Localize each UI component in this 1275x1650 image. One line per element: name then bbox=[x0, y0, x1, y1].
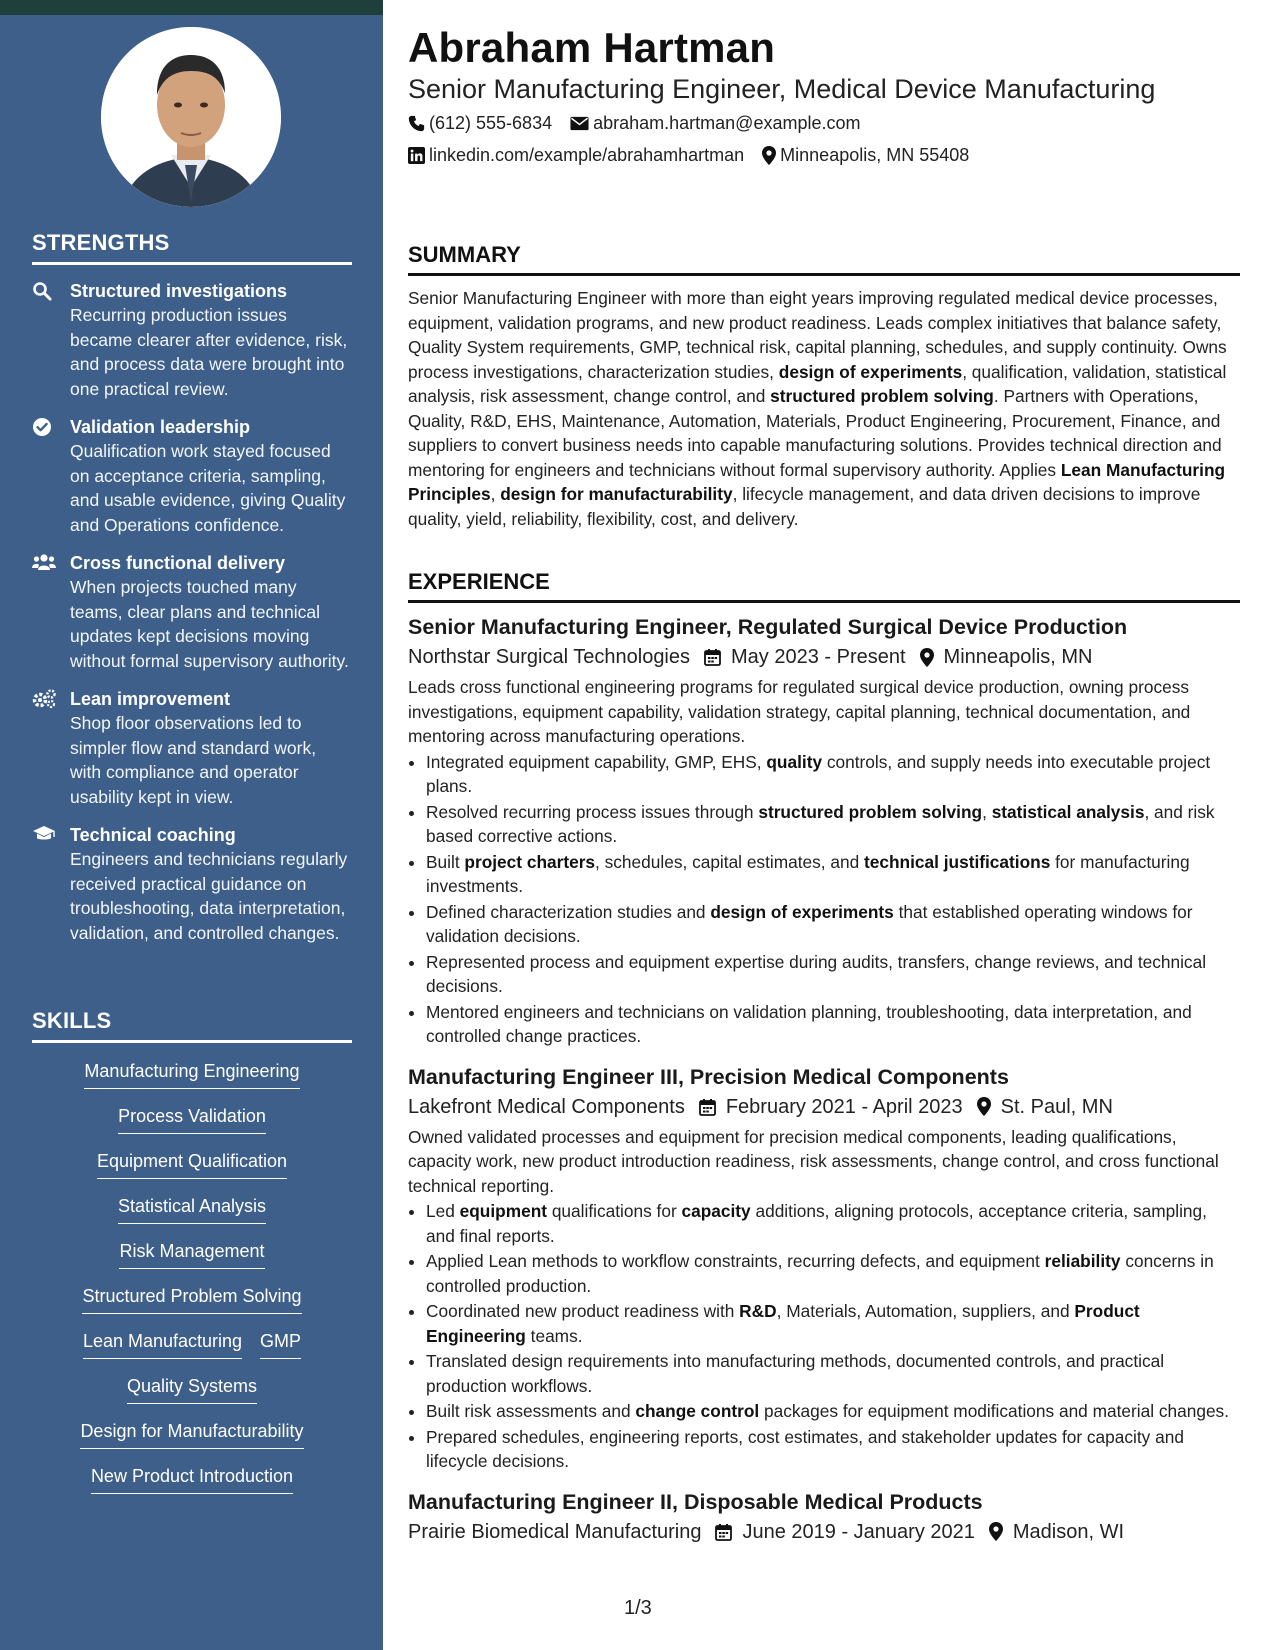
text-span: concerns in controlled production. bbox=[426, 1251, 1214, 1296]
text-span: for manufacturing investments. bbox=[426, 851, 1190, 896]
sidebar-top-bar bbox=[0, 0, 383, 15]
text-span: Led bbox=[426, 1201, 460, 1221]
graduation-cap-icon bbox=[32, 823, 70, 945]
bold-text: design of experiments bbox=[778, 361, 963, 382]
job-bullet bbox=[426, 1425, 1240, 1474]
job-bullet bbox=[426, 950, 1240, 999]
job-bullet bbox=[426, 1399, 1240, 1424]
experience-heading: EXPERIENCE bbox=[408, 569, 1240, 603]
job-location: Minneapolis, MN bbox=[943, 646, 1093, 668]
strength-item bbox=[32, 823, 352, 945]
text-span: qualifications for bbox=[547, 1201, 682, 1221]
map-pin-icon bbox=[989, 1522, 1003, 1541]
job-bullet bbox=[426, 900, 1240, 949]
phone-contact[interactable] bbox=[408, 113, 552, 134]
text-span: controls, and supply needs into executable project plans. bbox=[426, 751, 1211, 796]
skill-row bbox=[119, 1239, 264, 1284]
skill-tag: Statistical Analysis bbox=[118, 1194, 266, 1224]
strength-title: Lean improvement bbox=[70, 689, 231, 709]
bold-text: structured problem solving bbox=[758, 801, 983, 822]
job-company: Lakefront Medical Components bbox=[408, 1095, 685, 1118]
phone-icon bbox=[408, 115, 425, 132]
skills-section bbox=[32, 1008, 352, 1509]
job-entry bbox=[408, 1488, 1240, 1548]
text-span: , lifecycle management, and data driven decisions to improve quality, yield, reliability, flexibility, cost, and delivery. bbox=[408, 484, 1201, 529]
job-title: Manufacturing Engineer III, Precision Medical Components bbox=[408, 1064, 1009, 1089]
strength-item bbox=[32, 415, 352, 537]
text-span: packages for equipment modifications and material changes. bbox=[759, 1401, 1229, 1421]
strength-desc: Engineers and technicians regularly received practical guidance on troubleshooting, data interpretation, validation, and controlled changes. bbox=[70, 849, 348, 943]
skill-tag: Risk Management bbox=[119, 1239, 264, 1269]
bold-text: Lean Manufacturing Principles bbox=[408, 459, 1226, 504]
text-span: that established operating windows for validation decisions. bbox=[426, 901, 1193, 946]
strength-title: Structured investigations bbox=[70, 281, 288, 301]
strength-item bbox=[32, 551, 352, 673]
bold-text: structured problem solving bbox=[770, 386, 994, 406]
check-circle-icon bbox=[32, 415, 70, 537]
candidate-name: Abraham Hartman bbox=[408, 24, 776, 71]
bold-text: design for manufacturability bbox=[500, 484, 733, 504]
skills-list bbox=[32, 1059, 352, 1509]
skill-tag: Quality Systems bbox=[127, 1374, 257, 1404]
job-meta bbox=[408, 1516, 1240, 1548]
text-span: Prepared schedules, engineering reports, cost estimates, and stakeholder updates for capacity and lifecycle decisions. bbox=[426, 1426, 1184, 1471]
strengths-section bbox=[32, 230, 352, 959]
bold-text: statistical analysis bbox=[991, 801, 1145, 822]
contact-row bbox=[408, 113, 878, 134]
text-span: Built risk assessments and bbox=[426, 1401, 636, 1421]
text-span: Defined characterization studies and bbox=[426, 901, 711, 922]
page-indicator: 1/3 bbox=[624, 1597, 652, 1619]
strength-desc: Recurring production issues became clearer after evidence, risk, and process data were brought into one practical review. bbox=[70, 305, 348, 399]
strength-item bbox=[32, 279, 352, 401]
job-title: Senior Manufacturing Engineer, Regulated Surgical Device Production bbox=[408, 615, 1128, 639]
linkedin-contact[interactable] bbox=[408, 145, 744, 166]
skills-heading: SKILLS bbox=[32, 1008, 352, 1043]
skill-tag: GMP bbox=[260, 1329, 301, 1359]
summary-text bbox=[408, 286, 1240, 531]
text-span: Resolved recurring process issues through bbox=[426, 801, 759, 822]
email-text: abraham.hartman@example.com bbox=[593, 113, 861, 133]
job-meta bbox=[408, 1091, 1240, 1123]
text-span: , bbox=[982, 801, 992, 822]
job-bullet bbox=[426, 1000, 1240, 1049]
experience-section bbox=[408, 569, 1240, 1562]
bold-text: technical justifications bbox=[864, 851, 1051, 872]
skill-tag: Design for Manufacturability bbox=[80, 1419, 303, 1449]
strength-item bbox=[32, 687, 352, 809]
skill-row bbox=[91, 1464, 293, 1509]
job-entry bbox=[408, 1063, 1240, 1474]
jobs-list bbox=[408, 613, 1240, 1548]
strength-desc: Shop floor observations led to simpler flow and standard work, with compliance and operator usability kept in view. bbox=[70, 713, 317, 807]
job-entry bbox=[408, 613, 1240, 1049]
calendar-icon bbox=[699, 1098, 716, 1116]
strength-desc: Qualification work stayed focused on acceptance criteria, sampling, and usable evidence, giving Quality and Operations confidence. bbox=[70, 441, 346, 535]
text-span: Represented process and equipment expertise during audits, transfers, change reviews, and technical decisions. bbox=[426, 951, 1207, 996]
skill-row bbox=[80, 1419, 303, 1464]
strength-title: Technical coaching bbox=[70, 825, 236, 845]
job-description: Owned validated processes and equipment for precision medical components, leading qualifications, capacity work, new product introduction readiness, risk assessments, change control, and cross functional technical reporting. bbox=[408, 1126, 1219, 1196]
job-location: Madison, WI bbox=[1012, 1520, 1125, 1543]
text-span: . Partners with Operations, Quality, R&D, EHS, Maintenance, Automation, Materials, Product Engineering, Procurement, Finance, and suppliers to convert business needs into capable manufacturing solutions. Provides technical direction and mentoring for engineers and technicians without formal supervisory authority. Applies bbox=[408, 386, 1222, 480]
linkedin-text: linkedin.com/example/abrahamhartman bbox=[429, 145, 745, 165]
bold-text: quality bbox=[766, 751, 823, 772]
job-bullet bbox=[426, 1349, 1240, 1398]
bold-text: capacity bbox=[681, 1201, 751, 1221]
job-title: Manufacturing Engineer II, Disposable Medical Products bbox=[408, 1489, 983, 1514]
text-span: Mentored engineers and technicians on validation planning, troubleshooting, data interpretation, and controlled change practices. bbox=[426, 1001, 1192, 1046]
text-span: , and risk based corrective actions. bbox=[426, 801, 1215, 846]
job-bullets bbox=[426, 750, 1240, 1049]
skill-tag: Process Validation bbox=[118, 1104, 266, 1134]
job-company: Northstar Surgical Technologies bbox=[408, 646, 691, 668]
job-bullet bbox=[426, 1249, 1240, 1298]
skill-row bbox=[82, 1284, 301, 1329]
skill-row bbox=[118, 1194, 266, 1239]
text-span: , qualification, validation, statistical analysis, risk assessment, change control, and bbox=[408, 361, 1227, 406]
job-bullets bbox=[426, 1199, 1240, 1474]
phone-text: (612) 555-6834 bbox=[429, 113, 553, 133]
job-dates: June 2019 - January 2021 bbox=[742, 1520, 975, 1543]
envelope-icon bbox=[570, 116, 589, 131]
bold-text: reliability bbox=[1044, 1251, 1121, 1271]
calendar-icon bbox=[704, 648, 721, 666]
bold-text: change control bbox=[635, 1401, 760, 1421]
skill-tag: New Product Introduction bbox=[91, 1464, 293, 1494]
linkedin-icon bbox=[408, 147, 425, 164]
text-span: Coordinated new product readiness with bbox=[426, 1301, 740, 1321]
avatar bbox=[101, 27, 281, 207]
location-contact bbox=[762, 145, 969, 166]
bold-text: Product Engineering bbox=[426, 1301, 1140, 1346]
contact-row bbox=[408, 145, 987, 166]
job-dates: February 2021 - April 2023 bbox=[725, 1095, 963, 1118]
strength-title: Cross functional delivery bbox=[70, 553, 286, 573]
skill-row bbox=[84, 1059, 299, 1104]
text-span: Translated design requirements into manufacturing methods, documented controls, and practical production workflows. bbox=[426, 1351, 1165, 1396]
job-company: Prairie Biomedical Manufacturing bbox=[408, 1520, 702, 1543]
skill-row bbox=[97, 1149, 287, 1194]
summary-heading: SUMMARY bbox=[408, 242, 1240, 276]
calendar-icon bbox=[715, 1523, 732, 1541]
job-bullet bbox=[426, 850, 1240, 899]
bold-text: equipment bbox=[459, 1201, 548, 1221]
summary-section bbox=[408, 242, 1240, 531]
candidate-headline: Senior Manufacturing Engineer, Medical Device Manufacturing bbox=[408, 74, 1156, 104]
job-bullet bbox=[426, 800, 1240, 849]
users-icon bbox=[32, 551, 70, 673]
bold-text: R&D bbox=[739, 1301, 777, 1321]
cogs-icon bbox=[32, 687, 70, 809]
skill-row bbox=[127, 1374, 257, 1419]
job-location: St. Paul, MN bbox=[1000, 1095, 1113, 1118]
strength-desc: When projects touched many teams, clear plans and technical updates kept decisions moving without formal supervisory authority. bbox=[70, 577, 349, 671]
email-contact[interactable] bbox=[570, 113, 860, 134]
job-dates: May 2023 - Present bbox=[731, 646, 906, 668]
text-span: Applied Lean methods to workflow constraints, recurring defects, and equipment bbox=[426, 1251, 1045, 1271]
job-bullet bbox=[426, 1199, 1240, 1248]
job-description: Leads cross functional engineering programs for regulated surgical device production, owning process investigations, equipment capability, validation strategy, capital planning, technical documentation, and mentoring across manufacturing operations. bbox=[408, 677, 1191, 746]
location-text: Minneapolis, MN 55408 bbox=[780, 145, 970, 165]
skill-tag: Equipment Qualification bbox=[97, 1149, 287, 1179]
text-span: , bbox=[490, 484, 501, 504]
job-bullet bbox=[426, 1299, 1240, 1348]
skill-row bbox=[83, 1329, 301, 1374]
text-span: teams. bbox=[525, 1325, 583, 1346]
job-bullet bbox=[426, 750, 1240, 799]
sidebar bbox=[0, 0, 383, 1650]
map-pin-icon bbox=[762, 146, 776, 165]
map-pin-icon bbox=[920, 648, 934, 667]
bold-text: project charters bbox=[464, 851, 596, 872]
text-span: Built bbox=[426, 851, 465, 872]
text-span: , Materials, Automation, suppliers, and bbox=[776, 1301, 1075, 1321]
job-meta bbox=[408, 641, 1240, 673]
bold-text: design of experiments bbox=[710, 901, 894, 922]
text-span: Integrated equipment capability, GMP, EHS, bbox=[426, 751, 767, 772]
skill-tag: Lean Manufacturing bbox=[83, 1329, 242, 1359]
text-span: additions, aligning protocols, acceptance criteria, sampling, and final reports. bbox=[426, 1201, 1207, 1246]
text-span: Senior Manufacturing Engineer with more than eight years improving regulated medical device processes, equipment, validation programs, and new product readiness. Leads complex initiatives that balance safety, Quality System requirements, GMP, technical risk, capital planning, schedules, and supply continuity. Owns process investigations, characterization studies, bbox=[408, 288, 1227, 382]
skill-tag: Structured Problem Solving bbox=[82, 1284, 301, 1314]
search-icon bbox=[32, 279, 70, 401]
map-pin-icon bbox=[977, 1097, 991, 1116]
text-span: , schedules, capital estimates, and bbox=[595, 851, 865, 872]
strength-title: Validation leadership bbox=[70, 417, 251, 437]
strengths-heading: STRENGTHS bbox=[32, 230, 352, 265]
skill-row bbox=[118, 1104, 266, 1149]
skill-tag: Manufacturing Engineering bbox=[84, 1059, 299, 1089]
